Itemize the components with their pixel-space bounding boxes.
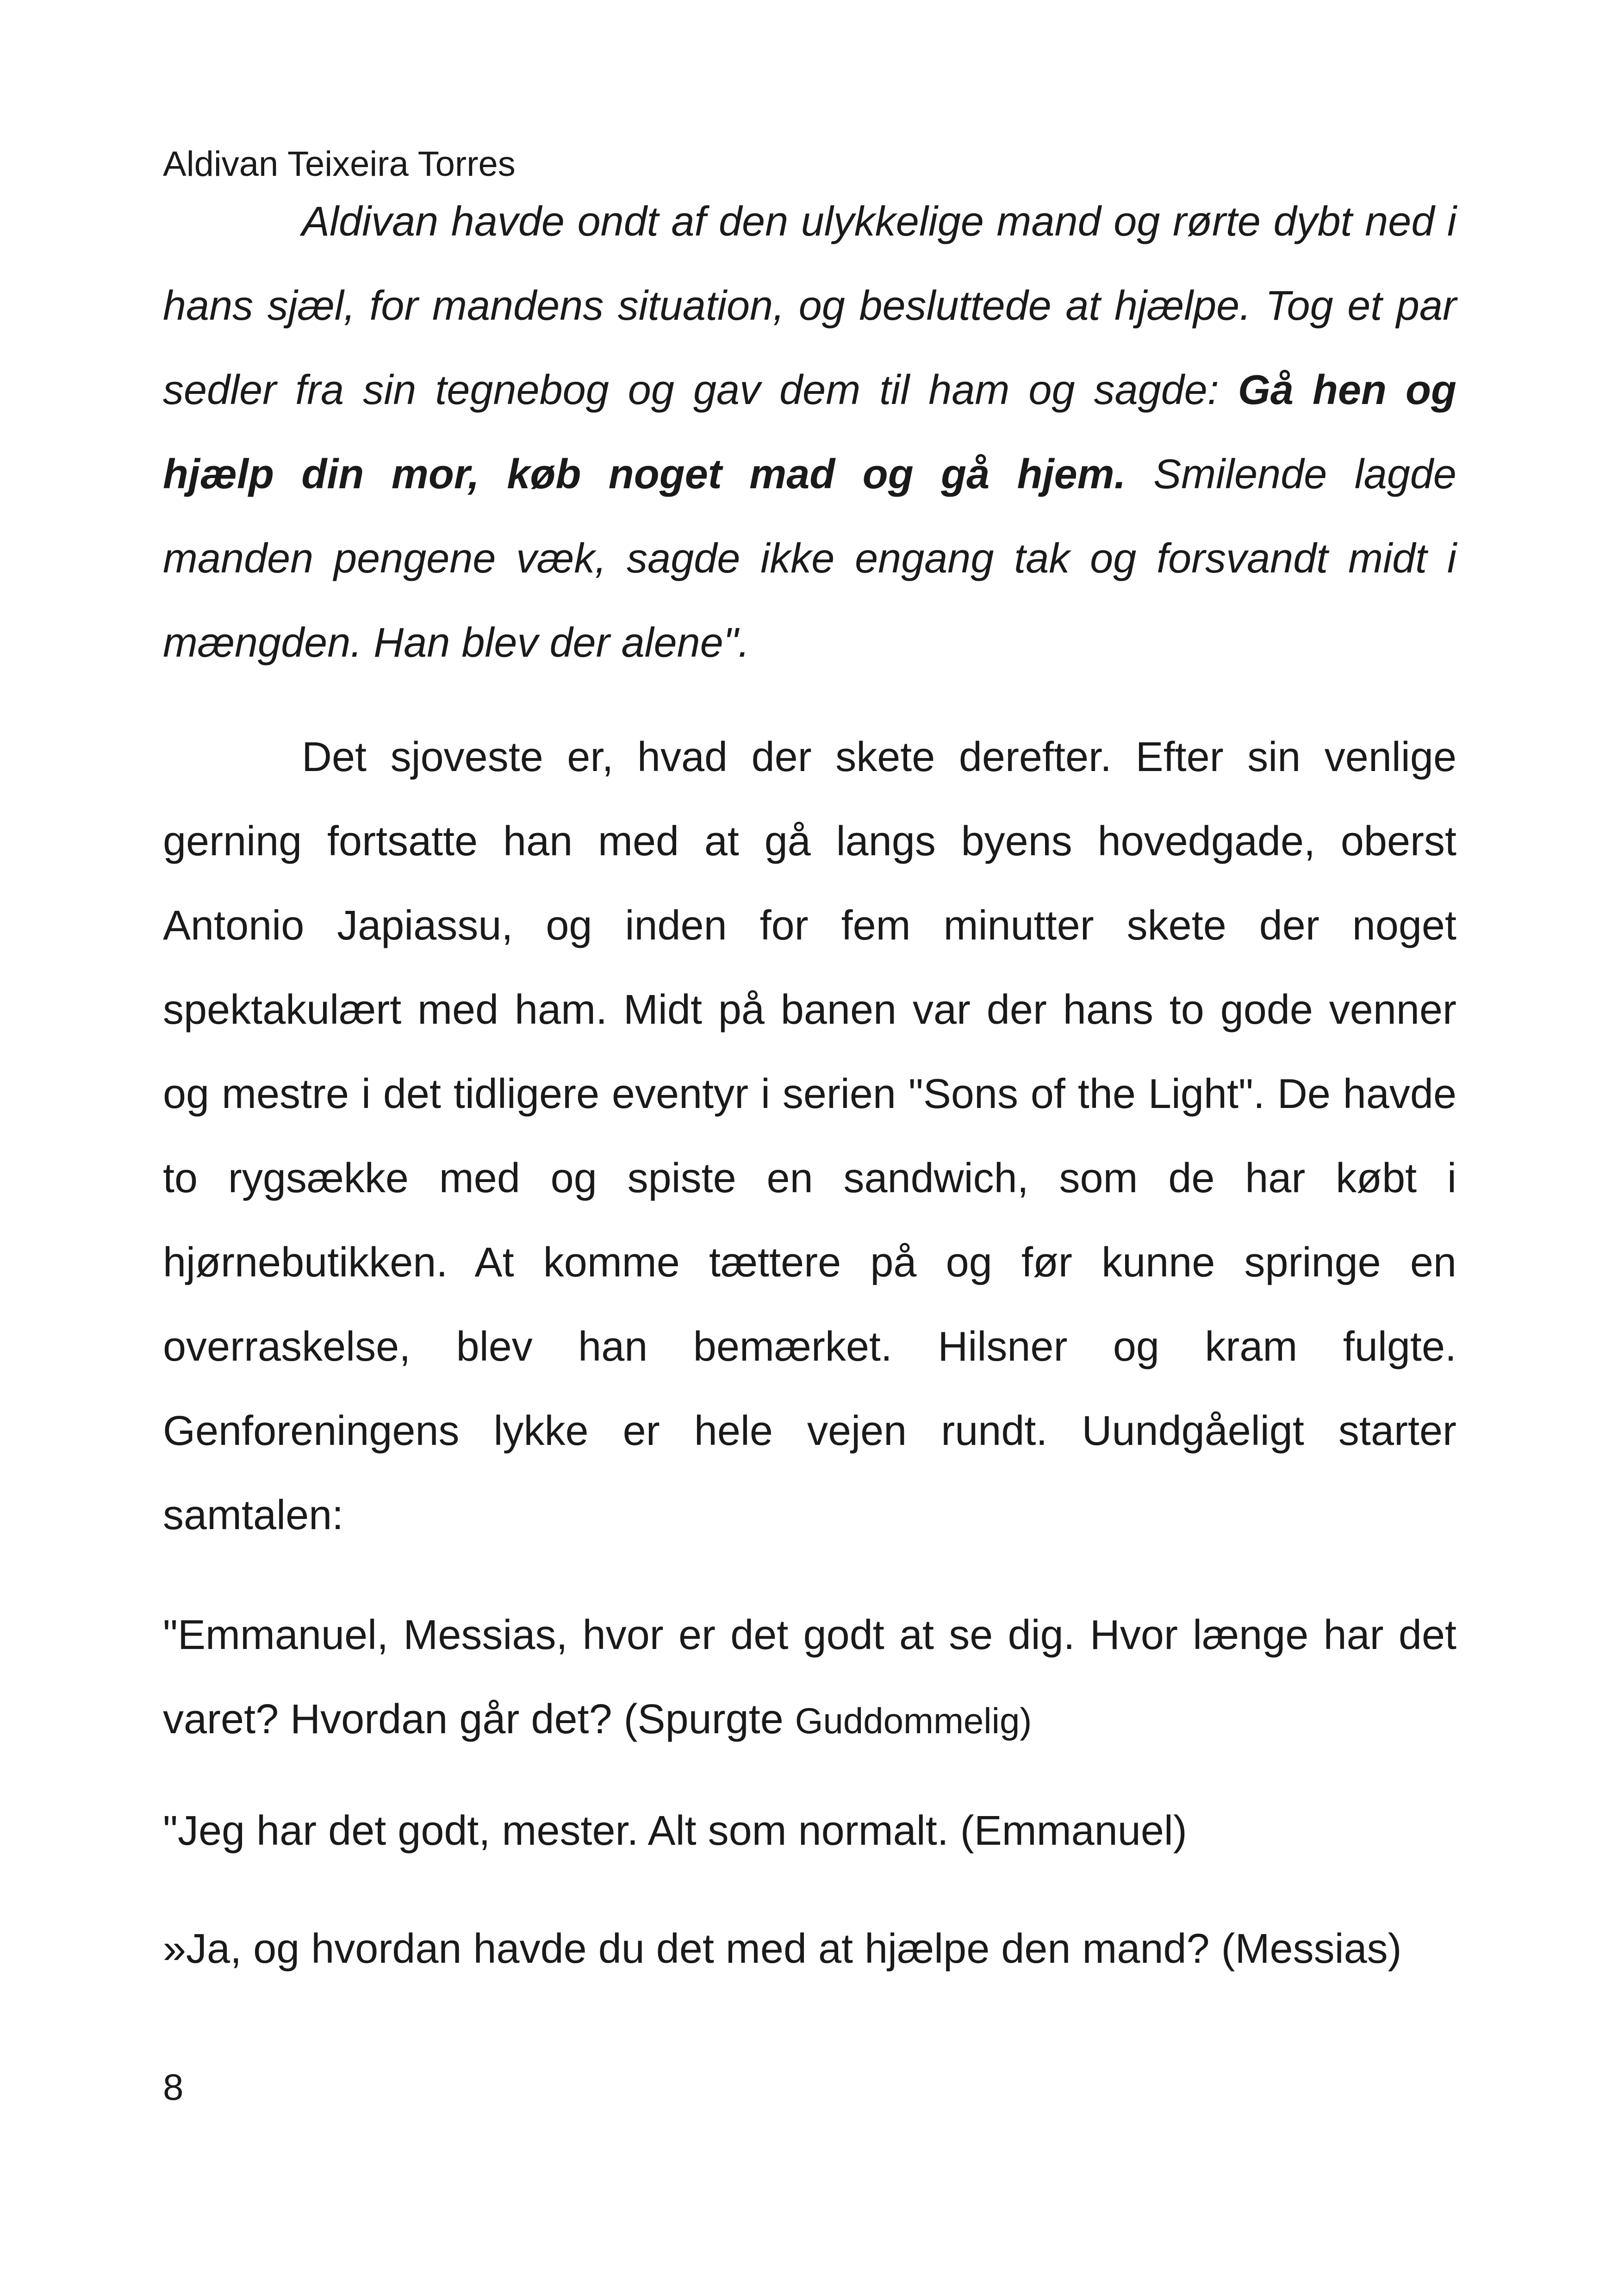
running-header-author: Aldivan Teixeira Torres	[163, 144, 516, 184]
page-number: 8	[163, 2066, 184, 2108]
paragraph-italic-end: Smilende lagde manden pengene væk, sagde ikke engang tak og forsvandt midt i mængden. Han blev der alene".	[163, 451, 1456, 666]
dialogue-line-1-text: "Emmanuel, Messias, hvor er det godt at se dig. Hvor længe har det varet? Hvordan går det? (Spurgte	[163, 1612, 1456, 1742]
paragraph-italic	[163, 180, 1456, 685]
paragraph-body: Det sjoveste er, hvad der skete derefter. Efter sin venlige gerning fortsatte han med at gå langs byens hovedgade, oberst Antonio Japiassu, og inden for fem minutter skete der noget spektakulært med ham. Midt på banen var der hans to gode venner og mestre i det tidligere eventyr i serien "Sons of the Light". De havde to rygsække med og spiste en sandwich, som de har købt i hjørnebutikken. At komme tættere på og før kunne springe en overraskelse, blev han bemærket. Hilsner og kram fulgte. Genforeningens lykke er hele vejen rundt. Uundgåeligt starter samtalen:	[163, 734, 1456, 1538]
dialogue-line-1	[163, 1593, 1456, 1763]
dialogue-line-3: »Ja, og hvordan havde du det med at hjælpe den mand? (Messias)	[163, 1926, 1402, 1972]
dialogue-line-1-speaker: Guddommelig)	[795, 1700, 1032, 1741]
paragraph-bold-quote: Gå hen og hjælp din mor, køb noget mad og gå hjem.	[163, 367, 1456, 498]
dialogue-line-2: "Jeg har det godt, mester. Alt som normalt. (Emmanuel)	[163, 1808, 1187, 1854]
paragraph-italic-start: Aldivan havde ondt af den ulykkelige mand og rørte dybt ned i hans sjæl, for mandens situation, og besluttede at hjælpe. Tog et par sedler fra sin tegnebog og gav dem til ham og sagde:	[163, 199, 1456, 413]
